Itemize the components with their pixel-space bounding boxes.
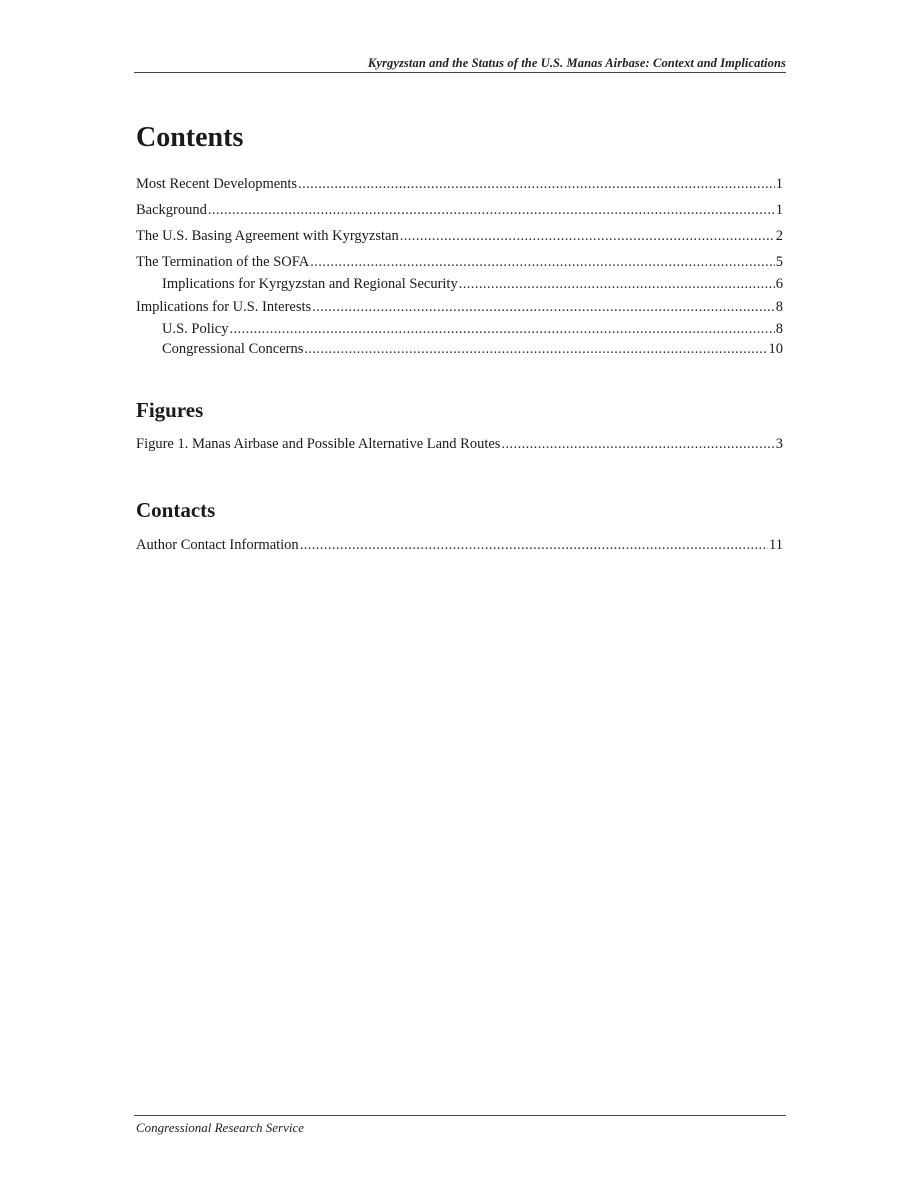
figure-entry-title: Figure 1. Manas Airbase and Possible Alternative Land Routes (136, 436, 501, 452)
contact-entry-page: 11 (769, 537, 783, 553)
dot-leader (300, 537, 768, 554)
toc-entry-title: Congressional Concerns (162, 341, 304, 357)
toc-entry-page: 8 (775, 299, 783, 315)
running-header: Kyrgyzstan and the Status of the U.S. Manas Airbase: Context and Implications (367, 56, 786, 70)
contact-entry[interactable] (136, 537, 783, 559)
toc-entry-title: The U.S. Basing Agreement with Kyrgyzstan (136, 228, 399, 244)
header-rule (134, 72, 786, 73)
toc-entry[interactable] (136, 276, 783, 299)
toc-entry-page: 2 (775, 228, 783, 244)
toc-entry-title: Implications for U.S. Interests (136, 299, 312, 315)
toc-entry[interactable] (136, 254, 783, 276)
contents-list (136, 176, 783, 361)
dot-leader (310, 254, 775, 271)
contact-entry-title: Author Contact Information (136, 537, 299, 553)
footer-rule (134, 1115, 786, 1116)
toc-entry-page: 6 (775, 276, 783, 292)
figures-heading: Figures (136, 398, 204, 422)
toc-entry-title: Background (136, 202, 207, 218)
toc-entry[interactable] (136, 228, 783, 254)
toc-entry[interactable] (136, 321, 783, 341)
toc-entry-page: 10 (768, 341, 783, 357)
dot-leader (312, 299, 775, 316)
contacts-list (136, 537, 783, 559)
toc-entry-title: Most Recent Developments (136, 176, 298, 192)
running-footer: Congressional Research Service (136, 1120, 304, 1135)
dot-leader (298, 176, 775, 193)
dot-leader (400, 228, 775, 245)
toc-entry-page: 5 (775, 254, 783, 270)
toc-entry-page: 1 (775, 176, 783, 192)
dot-leader (229, 321, 774, 338)
contents-heading: Contents (136, 122, 244, 153)
dot-leader (304, 341, 767, 358)
toc-entry[interactable] (136, 299, 783, 321)
toc-entry-page: 8 (775, 321, 783, 337)
toc-entry-page: 1 (775, 202, 783, 218)
figures-list (136, 436, 783, 458)
figure-entry[interactable] (136, 436, 783, 458)
toc-entry-title: U.S. Policy (162, 321, 229, 337)
contacts-heading: Contacts (136, 498, 216, 522)
toc-entry[interactable] (136, 176, 783, 202)
figure-entry-page: 3 (775, 436, 783, 452)
toc-entry[interactable] (136, 202, 783, 228)
toc-entry-title: The Termination of the SOFA (136, 254, 310, 270)
dot-leader (208, 202, 775, 219)
dot-leader (459, 276, 775, 293)
toc-entry-title: Implications for Kyrgyzstan and Regional Security (162, 276, 458, 292)
dot-leader (501, 436, 774, 453)
toc-entry[interactable] (136, 341, 783, 361)
